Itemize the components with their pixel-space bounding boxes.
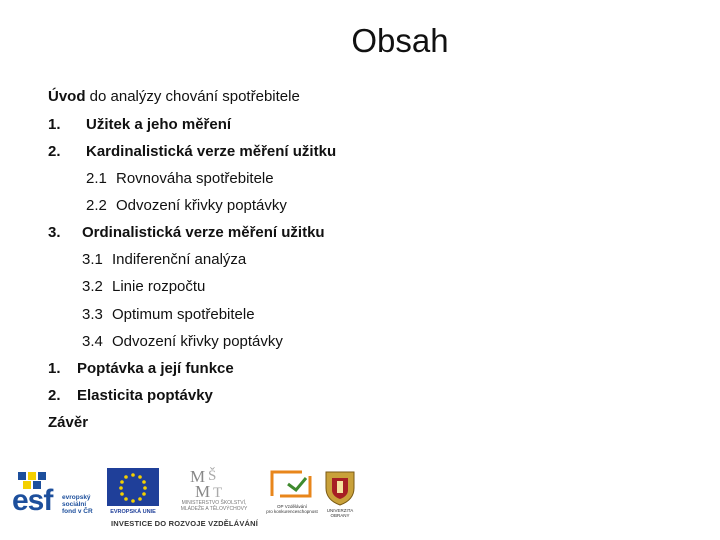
toc-item-number: 1. [48, 360, 61, 377]
msmt-text [174, 501, 254, 512]
toc-item-label: Užitek a jeho měření [86, 116, 232, 133]
toc-subitem-3-1 [82, 251, 246, 268]
toc-item-3 [48, 224, 325, 241]
toc-intro-bold: Úvod [48, 88, 86, 105]
toc-item-number: 2. [48, 143, 61, 160]
eu-logo [107, 468, 159, 518]
op-text-line: OP Vzdělávání [277, 504, 307, 509]
toc-item-label: Odvození křivky poptávky [116, 197, 287, 214]
toc-item-label: Ordinalistická verze měření užitku [82, 224, 325, 241]
toc-item-4 [48, 360, 234, 377]
toc-outro: Závěr [48, 414, 89, 431]
toc-item-label: Elasticita poptávky [77, 387, 213, 404]
university-crest-icon [322, 468, 358, 506]
toc-item-label: Rovnováha spotřebitele [116, 170, 274, 187]
toc-item-number: 2.1 [86, 170, 107, 187]
university-logo [322, 468, 358, 520]
svg-text:Š: Š [208, 468, 217, 484]
op-logo [266, 466, 318, 520]
svg-text:M: M [190, 467, 206, 486]
toc-item-label: Indiferenční analýza [112, 251, 247, 268]
esf-text-line: evropský [62, 494, 91, 501]
toc-item-label: Optimum spotřebitele [112, 306, 255, 323]
university-text-line: OBRANY [330, 513, 350, 518]
svg-text:T: T [213, 485, 223, 500]
svg-text:M: M [195, 482, 211, 500]
toc-subitem-3-3 [82, 306, 255, 323]
toc-item-number: 3.2 [82, 278, 103, 295]
toc-item-label: Poptávka a její funkce [77, 360, 234, 377]
toc-item-number: 2. [48, 387, 61, 404]
toc-item-1 [48, 116, 231, 133]
toc-intro [48, 88, 300, 105]
esf-text-line: fond v ČR [62, 508, 93, 515]
toc-item-label: Kardinalistická verze měření užitku [86, 143, 337, 160]
eu-text: EVROPSKÁ UNIE [110, 509, 156, 515]
msmt-emblem-icon [168, 466, 256, 500]
toc-subitem-3-4 [82, 333, 283, 350]
toc-intro-rest: do analýzy chování spotřebitele [85, 88, 300, 105]
toc-item-label: Linie rozpočtu [112, 278, 206, 295]
esf-wordmark: esf [12, 484, 53, 517]
toc-subitem-2-1 [86, 170, 274, 187]
toc-item-number: 3. [48, 224, 61, 241]
msmt-logo [168, 466, 256, 518]
eu-flag-icon [107, 468, 159, 508]
toc-item-number: 3.4 [82, 333, 103, 350]
esf-text-line: sociální [62, 501, 87, 508]
esf-text [62, 494, 93, 515]
msmt-text-line: MINISTERSTVO ŠKOLSTVÍ, [181, 500, 247, 506]
footer-caption: INVESTICE DO ROZVOJE VZDĚLÁVÁNÍ [111, 519, 259, 528]
toc-subitem-2-2 [86, 197, 287, 214]
toc-item-number: 3.3 [82, 306, 103, 323]
esf-logo [12, 470, 102, 520]
toc-item-number: 2.2 [86, 197, 107, 214]
toc-item-number: 3.1 [82, 251, 103, 268]
page-title: Obsah [351, 22, 449, 59]
toc-item-number: 1. [48, 116, 61, 133]
op-text-line: pro konkurenceschopnost [266, 509, 318, 514]
footer-logos [0, 462, 365, 540]
university-text [318, 508, 362, 518]
op-text [262, 504, 322, 514]
op-emblem-icon [266, 466, 318, 502]
toc-subitem-3-2 [82, 278, 205, 295]
toc-item-2 [48, 143, 336, 160]
msmt-text-line: MLÁDEŽE A TĚLOVÝCHOVY [180, 505, 248, 512]
university-text-line: UNIVERZITA [326, 508, 354, 513]
toc-item-5 [48, 387, 213, 404]
toc-item-label: Odvození křivky poptávky [112, 333, 283, 350]
